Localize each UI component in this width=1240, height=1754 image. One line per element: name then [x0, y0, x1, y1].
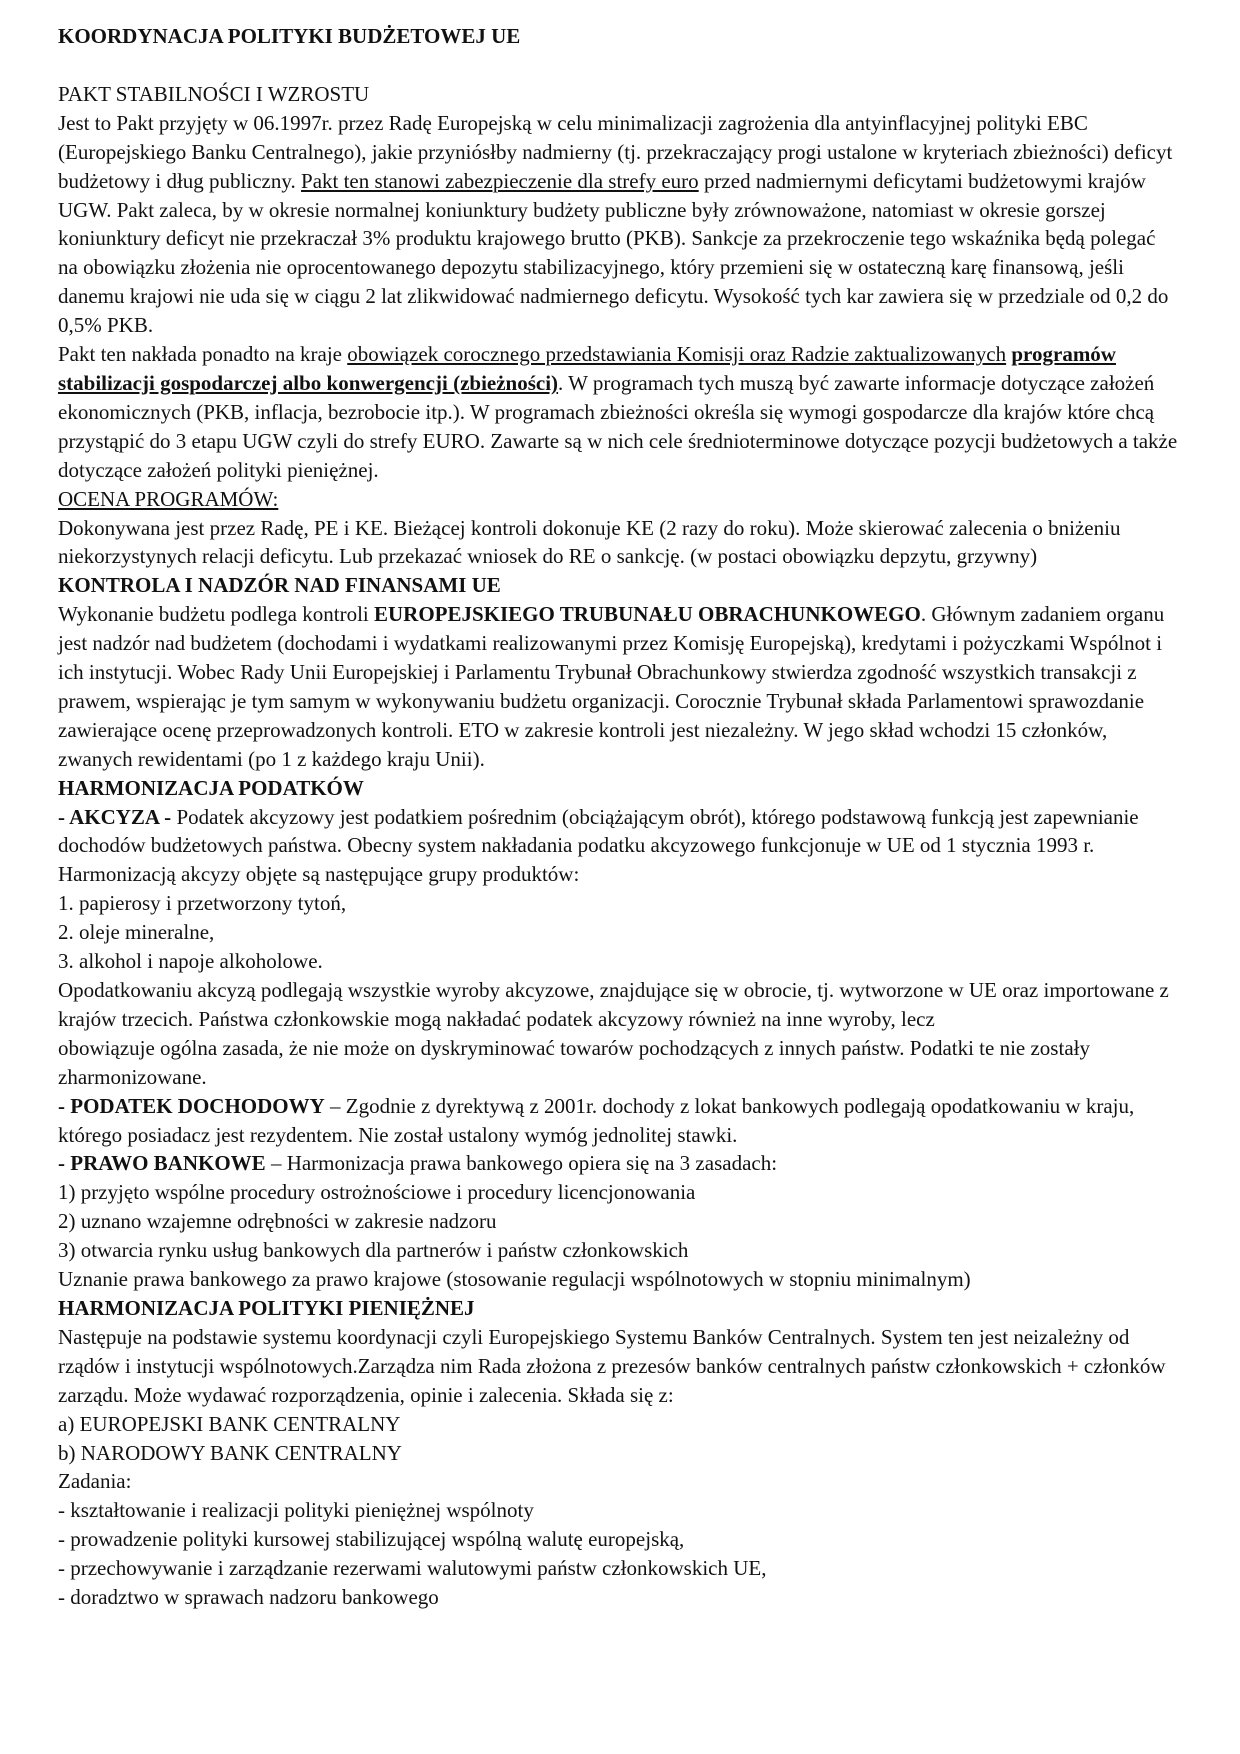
paragraph-ocena: Dokonywana jest przez Radę, PE i KE. Bieżącej kontroli dokonuje KE (2 razy do roku). Może skierować zalecenia o bniżeniu niekorzystynych relacji deficytu. Lub przekazać wniosek do RE o sankcję. (w postaci obowiązku depzytu, grzywny) [58, 515, 1121, 569]
section-heading-kontrola: KONTROLA I NADZÓR NAD FINANSAMI UE [58, 573, 501, 598]
paragraph-akcyza-2b: obowiązuje ogólna zasada, że nie może on dyskryminować towarów pochodzących z innych państw. Podatki te nie zostały zharmonizowane. [58, 1035, 1090, 1089]
underlined-text: Pakt ten stanowi zabezpieczenie dla strefy euro [301, 168, 699, 193]
text: Pakt ten nakłada ponadto na kraje [58, 342, 348, 367]
text: – Zgodnie z dyrektywą z 2001r. dochody z lokat bankowych podlegają opodatkowaniu w kraju, którego posiadacz jest rezydentem. Nie został ustalony wymóg jednolitej stawki. [58, 1093, 1135, 1147]
bold-label: - PRAWO BANKOWE [58, 1151, 266, 1176]
paragraph-kontrola [58, 600, 1180, 773]
paragraph-pieniezna: Następuje na podstawie systemu koordynacji czyli Europejskiego Systemu Banków Centralnych. System ten jest neizależny od rządów i instytucji wspólnotowych.Zarządza nim Rada złożona z prezesów banków centralnych państw członkowskich + członków zarządu. Może wydawać rozporządzenia, opinie i zalecenia. Składa się z: [58, 1324, 1166, 1407]
bold-text: EUROPEJSKIEGO TRUBUNAŁU OBRACHUNKOWEGO [373, 602, 921, 627]
list-item: - doradztwo w sprawach nadzoru bankowego [58, 1585, 439, 1610]
list-item: - przechowywanie i zarządzanie rezerwami walutowymi państw członkowskich UE, [58, 1556, 767, 1581]
paragraph-akcyza-2a: Opodatkowaniu akcyzą podlegają wszystkie wyroby akcyzowe, znajdujące się w obrocie, tj. wytworzone w UE oraz importowane z krajów trzecich. Państwa członkowskie mogą nakładać podatek akcyzowy również na inne wyroby, lecz [58, 978, 1169, 1031]
paragraph-pakt-2 [58, 340, 1180, 485]
list-item: 3) otwarcia rynku usług bankowych dla partnerów i państw członkowskich [58, 1238, 689, 1263]
section-heading-pakt: PAKT STABILNOŚCI I WZROSTU [58, 81, 370, 106]
list-item: - prowadzenie polityki kursowej stabilizującej wspólną walutę europejską, [58, 1527, 685, 1552]
underlined-text: obowiązek corocznego przedstawiania Komisji oraz Radzie zaktualizowanych [347, 342, 1007, 367]
paragraph-pakt-1 [58, 109, 1180, 340]
text: przed nadmiernymi deficytami budżetowymi krajów UGW. Pakt zaleca, by w okresie normalnej koniunktury budżety publiczne były zrównoważone, natomiast w okresie gorszej koniunktury deficyt nie przekraczał 3% produktu krajowego brutto (PKB). Sankcje za przekroczenie tego wskaźnika będą polegać na obowiązku złożenia nie oprocentowanego depozytu stabilizacyjnego, który przemieni się w ostateczną karę finansową, jeśli danemu krajowi nie uda się w ciągu 2 lat zlikwidować nadmiernego deficytu. Wysokość tych kar zawiera się w przedziale od 0,2 do 0,5% PKB. [58, 168, 1169, 338]
text: Jest to Pakt przyjęty w 06.1997r. przez Radę Europejską w celu minimalizacji zagrożenia dla antyinflacyjnej polityki EBC (Europejskiego Banku Centralnego), jakie przyniósłby nadmierny (tj. przekraczający progi ustalone w kryteriach zbieżności) deficyt budżetowy i dług publiczny. [58, 110, 1173, 193]
bold-label: - AKCYZA - [58, 804, 172, 829]
list-item: a) EUROPEJSKI BANK CENTRALNY [58, 1411, 401, 1436]
underlined-bold-text: programów stabilizacji gospodarczej albo konwergencji (zbieżności) [58, 342, 1116, 395]
text: . W programach tych muszą być zawarte informacje dotyczące założeń ekonomicznych (PKB, inflacja, bezrobocie itp.). W programach zbieżności określa się wymogi gospodarcze dla krajów które chcą przystąpić do 3 etapu UGW czyli do strefy EURO. Zawarte są w nich cele średnioterminowe dotyczące pozycji budżetowych a także dotyczące założeń polityki pieniężnej. [58, 370, 1178, 482]
list-item: 3. alkohol i napoje alkoholowe. [58, 949, 323, 974]
list-item: 1. papierosy i przetworzony tytoń, [58, 891, 347, 916]
list-item: 2) uznano wzajemne odrębności w zakresie nadzoru [58, 1209, 497, 1234]
paragraph-bank-final: Uznanie prawa bankowego za prawo krajowe (stosowanie regulacji wspólnotowych w stopniu minimalnym) [58, 1267, 971, 1292]
list-item: - kształtowanie i realizacji polityki pieniężnej wspólnoty [58, 1498, 534, 1523]
text: Wykonanie budżetu podlega kontroli [58, 602, 374, 627]
paragraph-prawo-bankowe [58, 1149, 1180, 1178]
section-heading-podatki: HARMONIZACJA PODATKÓW [58, 775, 364, 800]
list-item: 1) przyjęto wspólne procedury ostrożnościowe i procedury licencjonowania [58, 1180, 696, 1205]
document-title: KOORDYNACJA POLITYKI BUDŻETOWEJ UE [58, 24, 521, 48]
paragraph-akcyza [58, 803, 1180, 890]
text: – Harmonizacja prawa bankowego opiera się na 3 zasadach: [265, 1151, 778, 1176]
list-item: b) NARODOWY BANK CENTRALNY [58, 1440, 402, 1465]
subheading-ocena: OCENA PROGRAMÓW: [58, 486, 279, 511]
subheading-zadania: Zadania: [58, 1469, 132, 1494]
list-item: 2. oleje mineralne, [58, 920, 215, 945]
text: . Głównym zadaniem organu jest nadzór nad budżetem (dochodami i wydatkami realizowanymi przez Komisję Europejską), kredytami i pożyczkami Wspólnot i ich instytucji. Wobec Rady Unii Europejskiej i Parlamentu Trybunał Obrachunkowy stwierdza zgodność wszystkich transakcji z prawem, wspierając je tym samym w wykonywaniu budżetu organizacji. Corocznie Trybunał składa Parlamentowi sprawozdanie zawierające ocenę przeprowadzonych kontroli. ETO w zakresie kontroli jest niezależny. W jego skład wchodzi 15 członków, zwanych rewidentami (po 1 z każdego kraju Unii). [58, 602, 1165, 771]
text: Podatek akcyzowy jest podatkiem pośrednim (obciążającym obrót), którego podstawową funkcją jest zapewnianie dochodów budżetowych państwa. Obecny system nakładania podatku akcyzowego funkcjonuje w UE od 1 stycznia 1993 r. Harmonizacją akcyzy objęte są następujące grupy produktów: [58, 804, 1139, 887]
section-heading-pieniezna: HARMONIZACJA POLITYKI PIENIĘŻNEJ [58, 1295, 475, 1320]
bold-label: - PODATEK DOCHODOWY [58, 1093, 325, 1118]
paragraph-podatek-dochodowy [58, 1092, 1180, 1150]
